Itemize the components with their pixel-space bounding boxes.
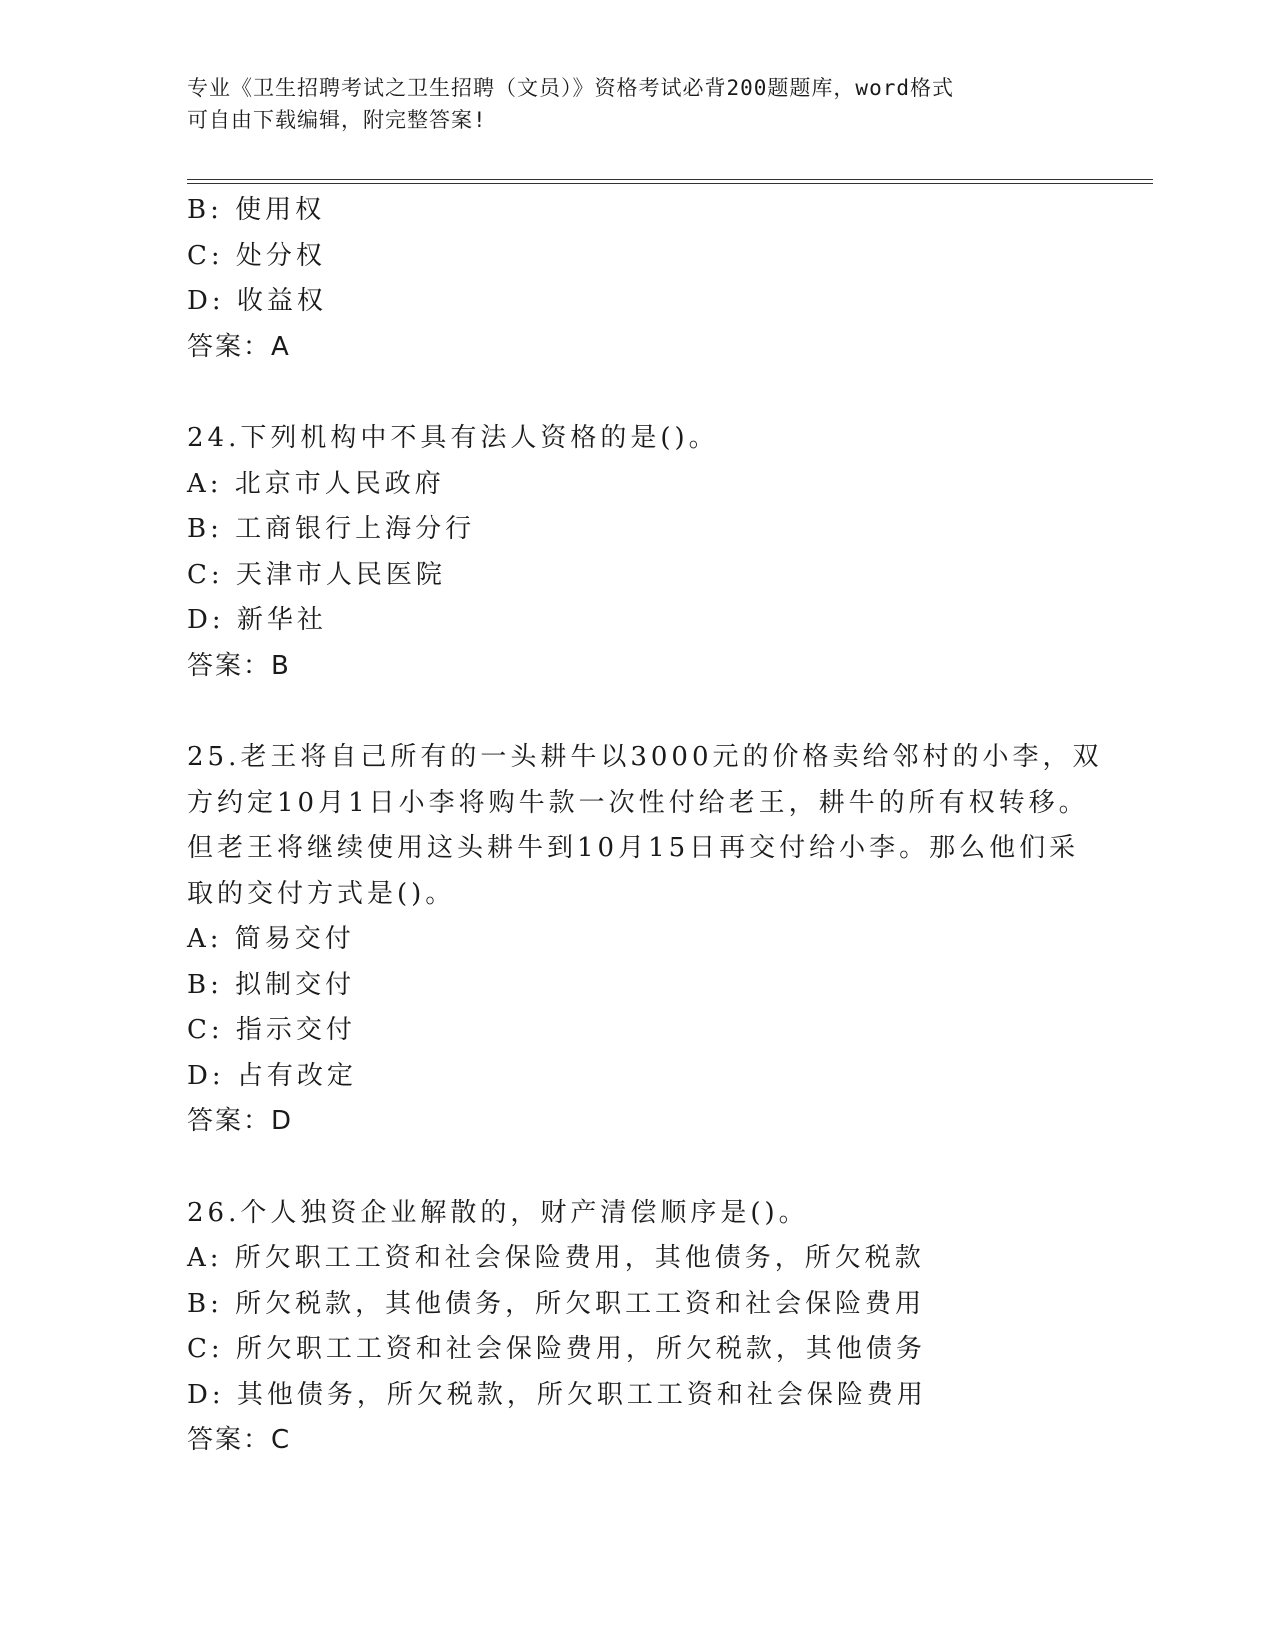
question-list <box>187 188 1103 1464</box>
question-stem: 24.下列机构中不具有法人资格的是()。 <box>187 423 719 453</box>
option-c: C: 指示交付 <box>187 1015 356 1045</box>
answer: 答案：A <box>187 331 291 362</box>
option-d: D: 其他债务，所欠税款，所欠职工工资和社会保险费用 <box>187 1379 927 1410</box>
option-b: B: 拟制交付 <box>187 969 356 1000</box>
option-b: B: 所欠税款，其他债务，所欠职工工资和社会保险费用 <box>187 1288 926 1319</box>
option-a: A: 简易交付 <box>187 924 355 954</box>
option-b: B: 工商银行上海分行 <box>187 514 476 544</box>
option-b: B: 使用权 <box>187 195 326 225</box>
option-d: D: 收益权 <box>187 286 327 316</box>
document-header <box>187 72 1067 136</box>
option-c: C: 所欠职工工资和社会保险费用，所欠税款，其他债务 <box>187 1334 926 1364</box>
option-a: A: 所欠职工工资和社会保险费用，其他债务，所欠税款 <box>187 1243 925 1273</box>
option-d: D: 新华社 <box>187 605 327 635</box>
question-stem-line-4: 取的交付方式是()。 <box>187 878 456 909</box>
header-line-1: 专业《卫生招聘考试之卫生招聘（文员）》资格考试必背200题题库，word格式 <box>187 76 954 100</box>
option-d: D: 占有改定 <box>187 1060 357 1091</box>
answer: 答案：D <box>187 1106 294 1136</box>
question-25 <box>187 735 1103 1145</box>
answer: 答案：C <box>187 1425 292 1455</box>
question-stem-line-2: 方约定10月1日小李将购牛款一次性付给老王，耕牛的所有权转移。 <box>187 787 1089 818</box>
header-divider-bottom <box>187 183 1153 184</box>
answer: 答案：B <box>187 650 291 681</box>
question-stem-line-1: 25.老王将自己所有的一头耕牛以3000元的价格卖给邻村的小李，双 <box>187 742 1103 772</box>
question-24 <box>187 416 1087 689</box>
option-c: C: 天津市人民医院 <box>187 559 446 590</box>
option-a: A: 北京市人民政府 <box>187 468 445 499</box>
question-26 <box>187 1191 1087 1464</box>
question-23-continued <box>187 188 1087 370</box>
header-line-2: 可自由下载编辑，附完整答案! <box>187 108 487 132</box>
question-stem-line-3: 但老王将继续使用这头耕牛到10月15日再交付给小李。那么他们采 <box>187 833 1080 863</box>
option-c: C: 处分权 <box>187 240 326 271</box>
header-divider-top <box>187 179 1153 180</box>
question-stem: 26.个人独资企业解散的，财产清偿顺序是()。 <box>187 1197 809 1228</box>
